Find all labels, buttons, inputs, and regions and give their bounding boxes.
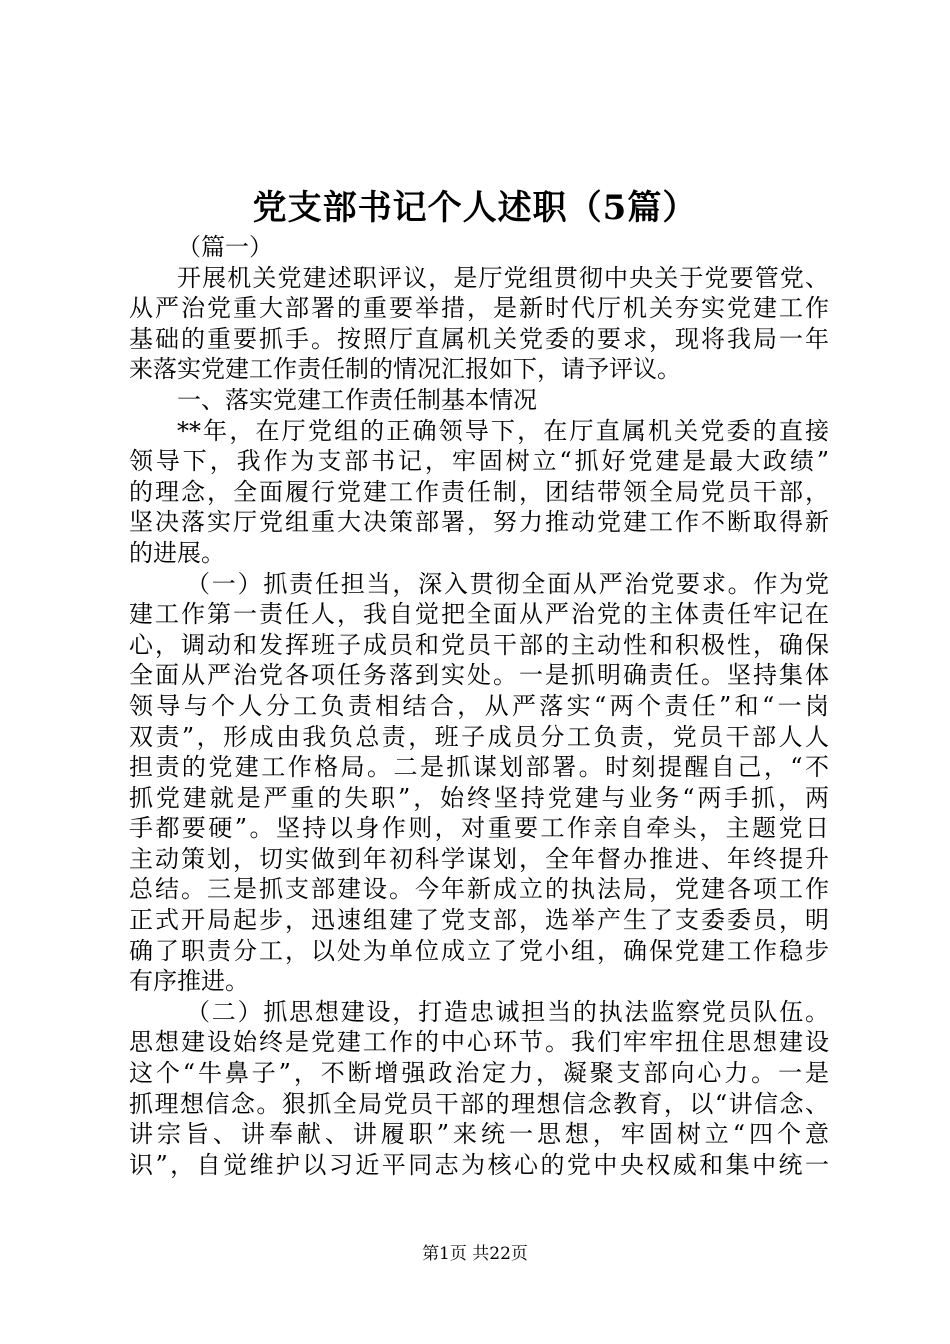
page-footer: 第1页 共22页 <box>422 1244 528 1264</box>
text-line: 抓党建就是严重的失职”，始终坚持党建与业务“两手抓，两 <box>129 783 829 812</box>
document-title: 党支部书记个人述职（5篇） <box>252 188 698 228</box>
text-line: （一）抓责任担当，深入贯彻全面从严治党要求。作为党 <box>186 569 829 598</box>
text-line: 正式开局起步，迅速组建了党支部，选举产生了支委委员，明 <box>129 906 829 935</box>
text-line: 主动策划，切实做到年初科学谋划，全年督办推进、年终提升 <box>129 844 829 873</box>
text-line: 总结。三是抓支部建设。今年新成立的执法局，党建各项工作 <box>129 875 829 904</box>
text-line: （二）抓思想建设，打造忠诚担当的执法监察党员队伍。 <box>186 997 829 1026</box>
text-line: 有序推进。 <box>129 967 249 996</box>
text-line: 这个“牛鼻子”，不断增强政治定力，凝聚支部向心力。一是 <box>129 1059 829 1088</box>
text-line: 领导下，我作为支部书记，牢固树立“抓好党建是最大政绩” <box>129 447 829 476</box>
text-line: 讲宗旨、讲奉献、讲履职”来统一思想，牢固树立“四个意 <box>129 1120 829 1149</box>
text-line: 从严治党重大部署的重要举措，是新时代厅机关夯实党建工作 <box>129 294 829 323</box>
document-body <box>129 232 829 1180</box>
text-line: 担责的党建工作格局。二是抓谋划部署。时刻提醒自己，“不 <box>129 753 829 782</box>
text-line: 双责”，形成由我负总责，班子成员分工负责，党员干部人人 <box>129 722 829 751</box>
text-line: 基础的重要抓手。按照厅直属机关党委的要求，现将我局一年 <box>129 324 829 353</box>
section-heading-part-one: （篇一） <box>177 233 273 261</box>
section-heading: 一、落实党建工作责任制基本情况 <box>177 385 537 414</box>
text-line: 的理念，全面履行党建工作责任制，团结带领全局党员干部， <box>129 477 829 506</box>
text-line: 心，调动和发挥班子成员和党员干部的主动性和积极性，确保 <box>129 630 829 659</box>
text-line: 思想建设始终是党建工作的中心环节。我们牢牢扭住思想建设 <box>129 1028 829 1057</box>
text-line: 全面从严治党各项任务落到实处。一是抓明确责任。坚持集体 <box>129 661 829 690</box>
text-line: **年，在厅党组的正确领导下，在厅直属机关党委的直接 <box>177 416 829 445</box>
text-line: 开展机关党建述职评议，是厅党组贯彻中央关于党要管党、 <box>177 263 829 292</box>
text-line: 手都要硬”。坚持以身作则，对重要工作亲自牵头，主题党日 <box>129 814 829 843</box>
text-line: 识”，自觉维护以习近平同志为核心的党中央权威和集中统一 <box>129 1150 829 1179</box>
text-line: 领导与个人分工负责相结合，从严落实“两个责任”和“一岗 <box>129 691 829 720</box>
text-line: 建工作第一责任人，我自觉把全面从严治党的主体责任牢记在 <box>129 600 829 629</box>
text-line: 抓理想信念。狠抓全局党员干部的理想信念教育，以“讲信念、 <box>129 1089 829 1118</box>
text-line: 坚决落实厅党组重大决策部署，努力推动党建工作不断取得新 <box>129 508 829 537</box>
text-line: 的进展。 <box>129 538 225 567</box>
text-line: 来落实党建工作责任制的情况汇报如下，请予评议。 <box>129 355 681 384</box>
text-line: 确了职责分工，以处为单位成立了党小组，确保党建工作稳步 <box>129 936 829 965</box>
